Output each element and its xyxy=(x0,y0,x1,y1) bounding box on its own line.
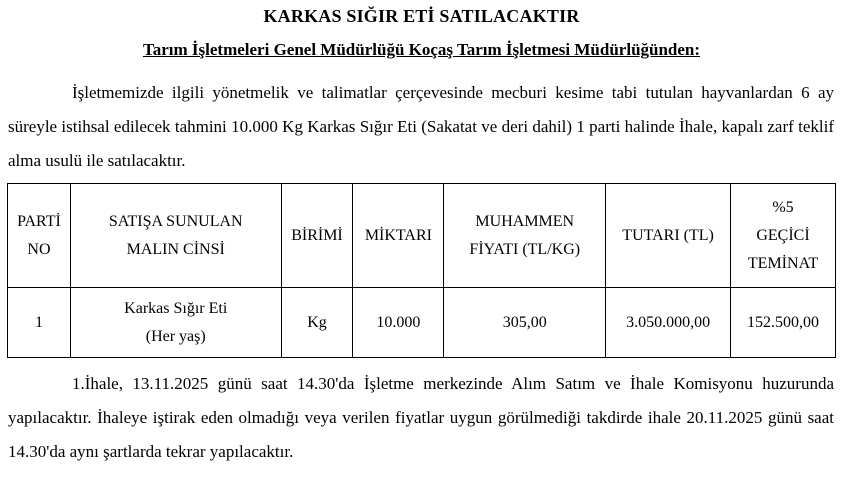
header-parti-no: PARTİ NO xyxy=(8,184,71,288)
cell-tutari: 3.050.000,00 xyxy=(606,288,731,358)
header-miktari: MİKTARI xyxy=(353,184,444,288)
closing-text: 1.İhale, 13.11.2025 günü saat 14.30'da İşletme merkezinde Alım Satım ve İhale Komisyonu huzurunda yapılacaktır. İhaleye iştirak eden olmadığı veya verilen fiyatlar uygun görülmediği takdirde ihale 20.11.2025 günü saat 14.30'da aynı şartlarda tekrar yapılacaktır. xyxy=(8,374,834,461)
header-malin-cinsi: SATIŞA SUNULAN MALIN CİNSİ xyxy=(70,184,281,288)
page-title: KARKAS SIĞIR ETİ SATILACAKTIR xyxy=(263,6,580,26)
table-header-row xyxy=(8,184,836,288)
intro-paragraph xyxy=(8,76,834,178)
header-gecici-teminat: %5 GEÇİCİ TEMİNAT xyxy=(731,184,836,288)
header-tutari: TUTARI (TL) xyxy=(606,184,731,288)
intro-text: İşletmemizde ilgili yönetmelik ve talimatlar çerçevesinde mecburi kesime tabi tutulan hayvanlardan 6 ay süreyle istihsal edilecek tahmini 10.000 Kg Karkas Sığır Eti (Sakatat ve deri dahil) 1 parti halinde İhale, kapalı zarf teklif alma usulü ile satılacaktır. xyxy=(8,83,834,170)
cell-parti-no: 1 xyxy=(8,288,71,358)
header-muhammen-fiyati: MUHAMMEN FİYATI (TL/KG) xyxy=(444,184,606,288)
table-row xyxy=(8,288,836,358)
closing-paragraph xyxy=(8,367,834,469)
cell-gecici-teminat: 152.500,00 xyxy=(731,288,836,358)
cell-miktari: 10.000 xyxy=(353,288,444,358)
cell-birimi: Kg xyxy=(281,288,353,358)
auction-table xyxy=(7,183,836,358)
cell-muhammen-fiyati: 305,00 xyxy=(444,288,606,358)
issuing-authority: Tarım İşletmeleri Genel Müdürlüğü Koçaş Tarım İşletmesi Müdürlüğünden: xyxy=(142,40,701,59)
header-birimi: BİRİMİ xyxy=(281,184,353,288)
cell-malin-cinsi: Karkas Sığır Eti (Her yaş) xyxy=(70,288,281,358)
